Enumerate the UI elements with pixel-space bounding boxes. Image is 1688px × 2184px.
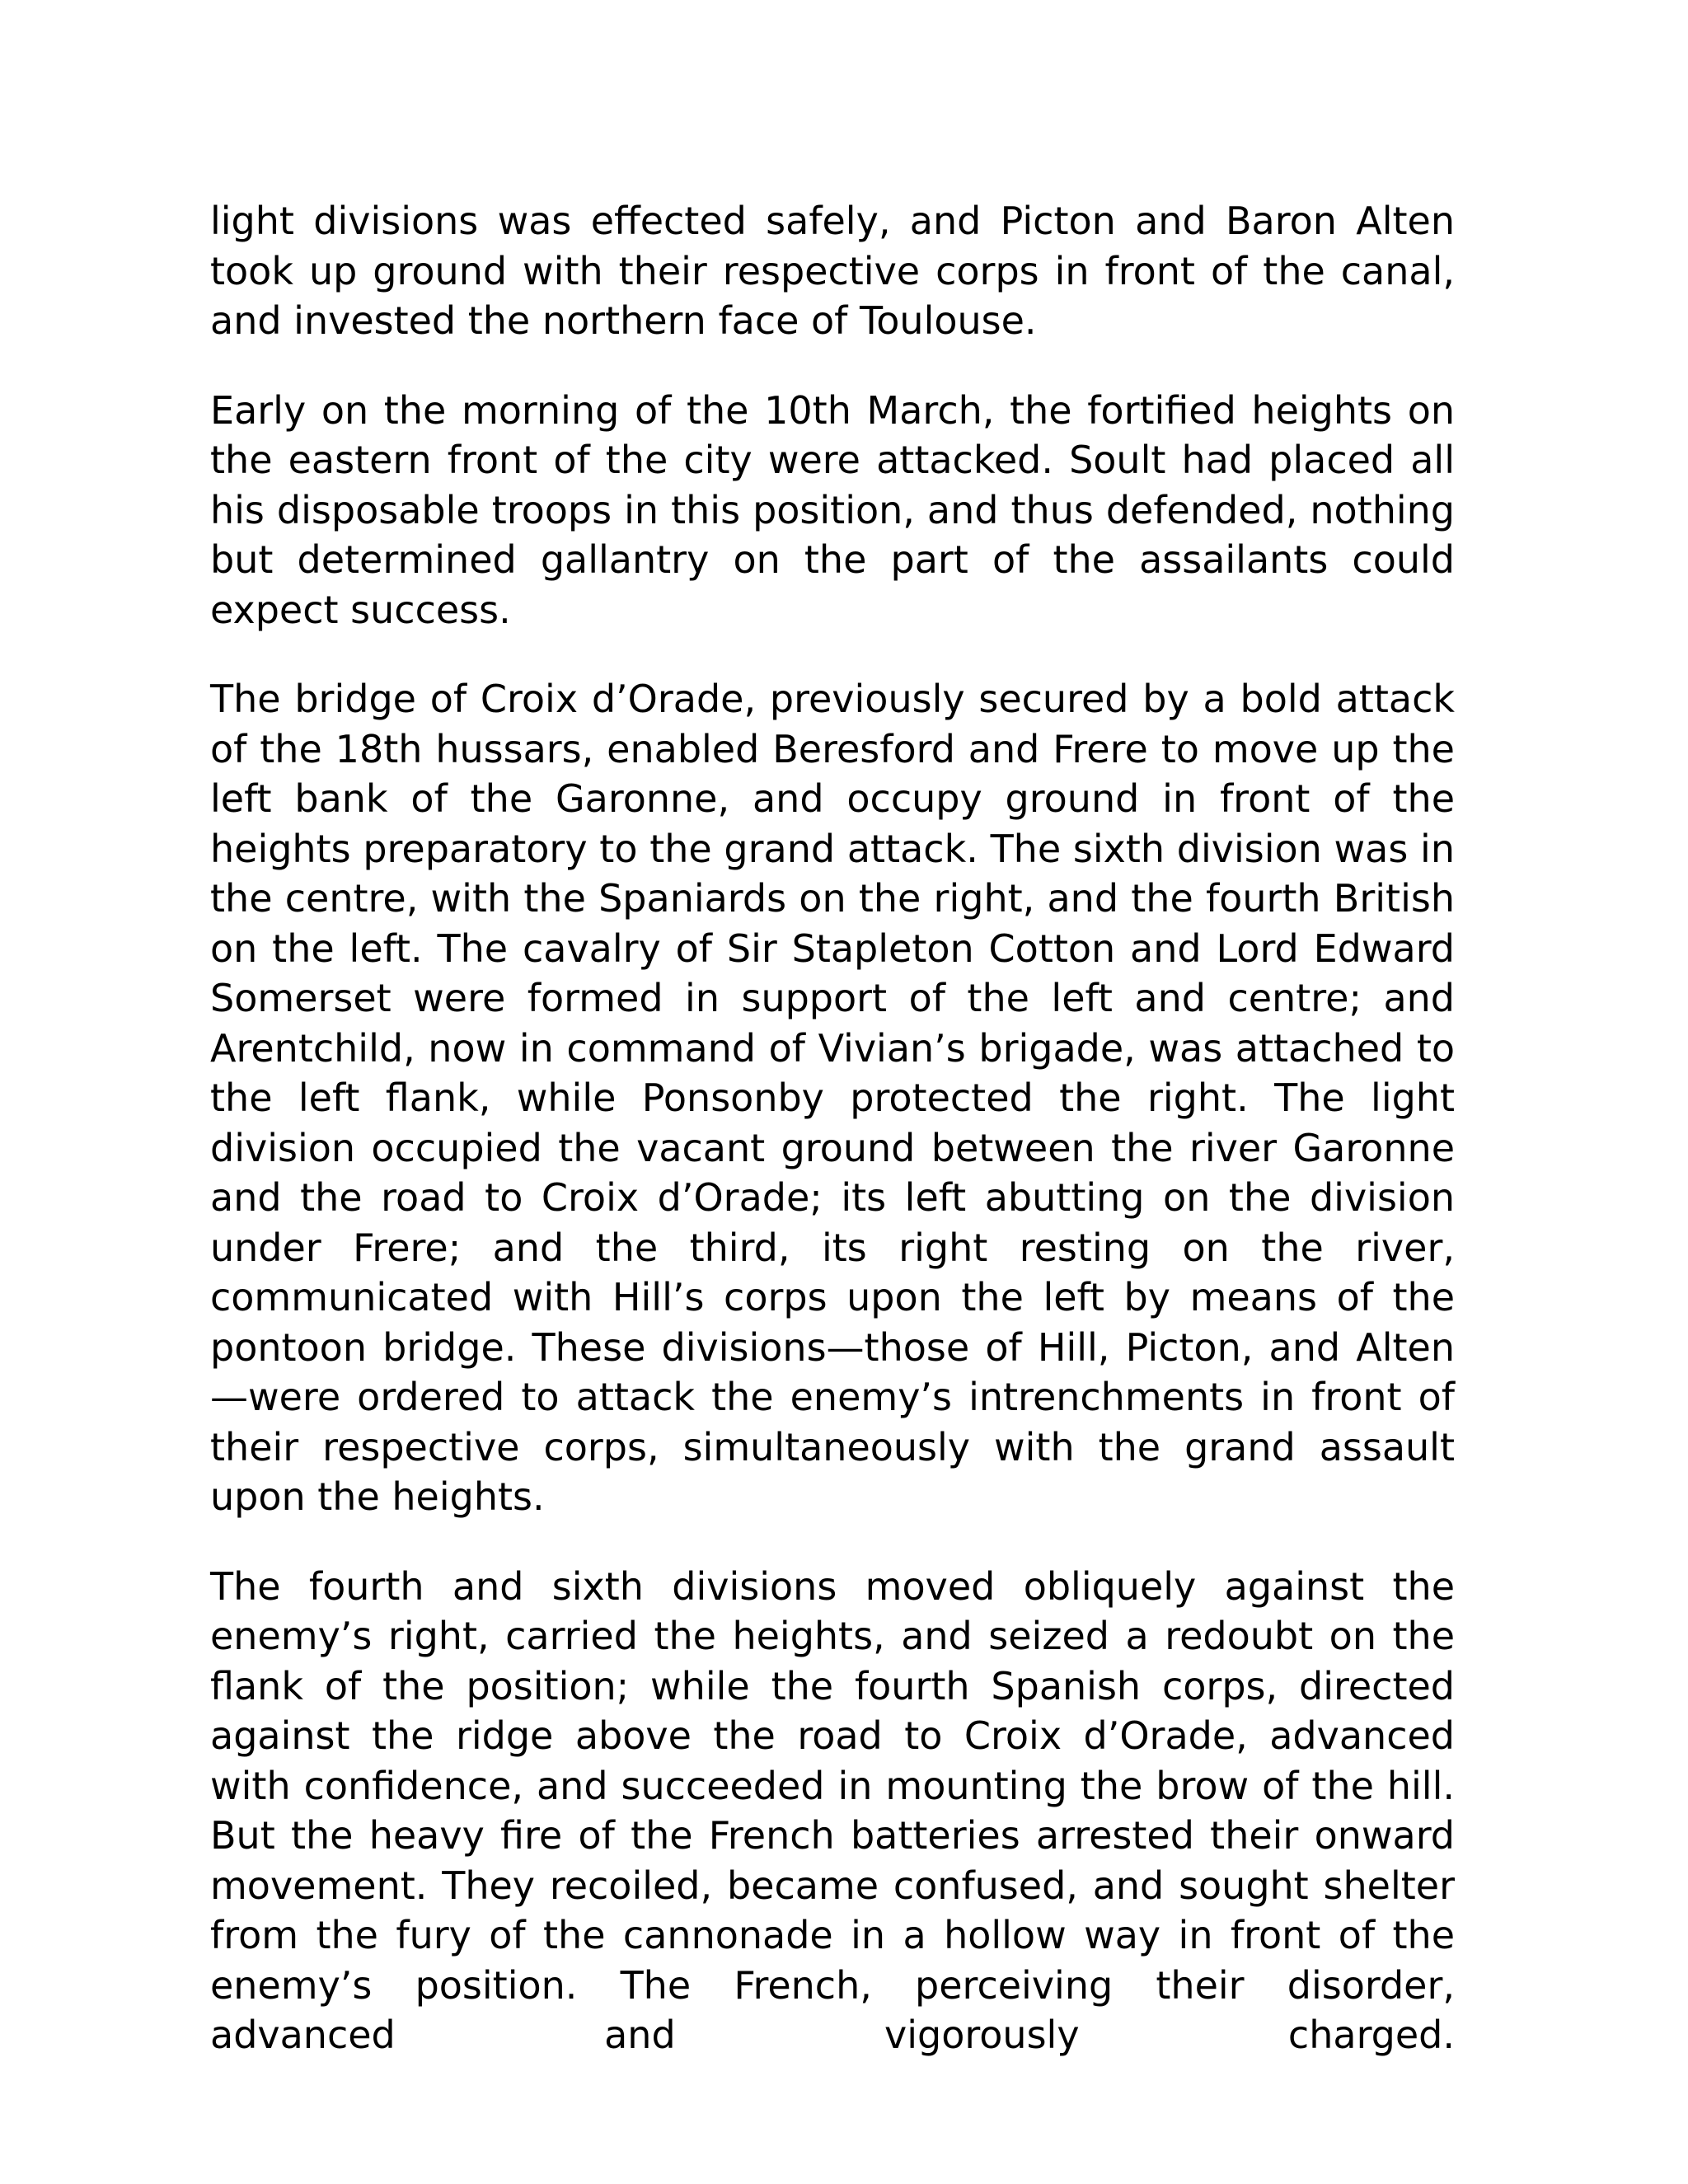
paragraph-3: The bridge of Croix d’Orade, previously secured by a bold attack of the 18th hussars, enabled Beresford and Frere to move up the left bank of the Garonne, and occupy ground in front of the heights preparatory to the grand attack. The sixth division was in the centre, with the Spaniards on the right, and the fourth British on the left. The cavalry of Sir Stapleton Cotton and Lord Edward Somerset were formed in support of the left and centre; and Arentchild, now in command of Vivian’s brigade, was attached to the left flank, while Ponsonby protected the right. The light division occupied the vacant ground between the river Garonne and the road to Croix d’Orade; its left abutting on the division under Frere; and the third, its right resting on the river, communicated with Hill’s corps upon the left by means of the pontoon bridge. These divisions—those of Hill, Picton, and Alten—were ordered to attack the enemy’s intrenchments in front of their respective corps, simultaneously with the grand assault upon the heights. <box>210 677 1455 1519</box>
page-body <box>210 196 1455 2060</box>
paragraph-1: light divisions was effected safely, and Picton and Baron Alten took up ground with their respective corps in front of the canal, and invested the northern face of Toulouse. <box>210 199 1455 343</box>
paragraph-2: Early on the morning of the 10th March, the fortified heights on the eastern front of the city were attacked. Soult had placed all his disposable troops in this position, and thus defended, nothing but determined gallantry on the part of the assailants could expect success. <box>210 387 1455 632</box>
paragraph-4: The fourth and sixth divisions moved obliquely against the enemy’s right, carried the heights, and seized a redoubt on the flank of the position; while the fourth Spanish corps, directed against the ridge above the road to Croix d’Orade, advanced with confidence, and succeeded in mounting the brow of the hill. But the heavy fire of the French batteries arrested their onward movement. They recoiled, became confused, and sought shelter from the fury of the cannonade in a hollow way in front of the enemy’s position. The French, perceiving their disorder, advanced and vigorously charged. <box>210 1563 1455 2057</box>
